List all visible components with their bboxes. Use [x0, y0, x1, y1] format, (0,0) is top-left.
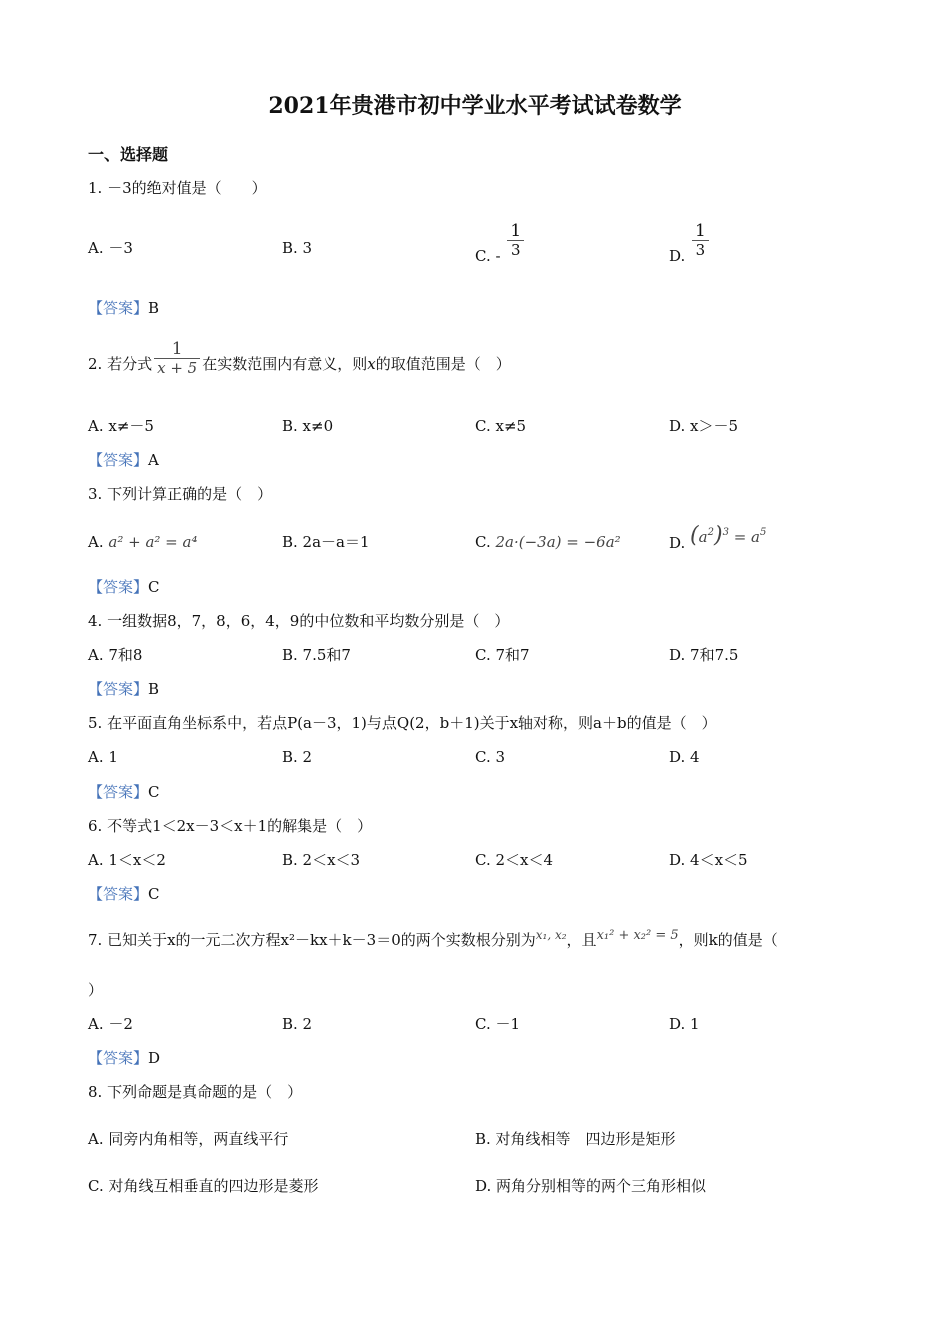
question-3-stem: 3. 下列计算正确的是（ ）	[88, 485, 273, 503]
question-2-stem: 2. 若分式 $\frac{1}{x + 5}$ 在实数范围内有意义，则x的取值范围是（ ）	[88, 339, 511, 377]
q6-option-b: B. 2＜x＜3	[282, 851, 361, 869]
q1-option-c: C. - $\frac{1}{3}$	[475, 222, 526, 259]
q7-condition: x₁² + x₂² = 5	[596, 928, 679, 943]
fraction-one-third: $\frac{1}{3}$	[692, 222, 709, 259]
section-heading: 一、选择题	[88, 145, 169, 164]
q3-option-a: A. a² + a² = a⁴	[88, 533, 198, 551]
q7-option-b: B. 2	[282, 1015, 313, 1033]
answer-3: 【答案】C	[88, 578, 160, 596]
q7-option-a: A. －2	[88, 1015, 133, 1033]
q7-option-c: C. －1	[475, 1015, 521, 1033]
question-5-stem: 5. 在平面直角坐标系中，若点P(a－3，1)与点Q(2，b＋1)关于x轴对称，则a＋b的值是（ ）	[88, 714, 717, 732]
question-1-stem: 1. －3的绝对值是（ ）	[88, 179, 267, 197]
fraction-one-third: $\frac{1}{3}$	[507, 222, 524, 259]
q2-option-b: B. x≠0	[282, 417, 334, 435]
q8-option-b: B. 对角线相等 四边形是矩形	[475, 1130, 676, 1148]
answer-1: 【答案】B	[88, 299, 160, 317]
answer-6: 【答案】C	[88, 885, 160, 903]
q5-option-d: D. 4	[669, 748, 700, 766]
q5-option-b: B. 2	[282, 748, 313, 766]
q2-option-d: D. x＞－5	[669, 417, 739, 435]
q2-option-a: A. x≠－5	[88, 417, 154, 435]
q3-option-b: B. 2a－a＝1	[282, 533, 370, 551]
q4-option-b: B. 7.5和7	[282, 646, 351, 664]
q8-option-c: C. 对角线互相垂直的四边形是菱形	[88, 1177, 319, 1195]
question-7-stem: 7. 已知关于x的一元二次方程x²－kx＋k－3＝0的两个实数根分别为$^{x_1, x_2}$，且x₁² + x₂² = 5，则k的值是（	[88, 928, 778, 949]
q1-option-b: B. 3	[282, 239, 313, 257]
q3-option-c: C. 2a·(−3a) = −6a²	[475, 533, 621, 551]
q7-option-d: D. 1	[669, 1015, 700, 1033]
answer-2: 【答案】A	[88, 451, 159, 469]
question-8-stem: 8. 下列命题是真命题的是（ ）	[88, 1083, 303, 1101]
q5-option-a: A. 1	[88, 748, 118, 766]
question-6-stem: 6. 不等式1＜2x－3＜x＋1的解集是（ ）	[88, 817, 373, 835]
fraction-one-over-x-plus-5: $\frac{1}{x + 5}$	[154, 340, 200, 377]
question-7-stem-continued: ）	[88, 981, 104, 999]
q7-roots: x₁, x₂	[535, 928, 567, 942]
q1-option-d: D. $\frac{1}{3}$	[669, 222, 711, 259]
q2-option-c: C. x≠5	[475, 417, 527, 435]
q6-option-a: A. 1＜x＜2	[88, 851, 166, 869]
question-4-stem: 4. 一组数据8，7，8，6，4，9的中位数和平均数分别是（ ）	[88, 612, 510, 630]
q6-option-d: D. 4＜x＜5	[669, 851, 748, 869]
answer-4: 【答案】B	[88, 680, 160, 698]
q3-option-d: D. $(a^2)^3 = a^5$	[669, 523, 767, 552]
q1-option-a: A. －3	[88, 239, 133, 257]
q8-option-d: D. 两角分别相等的两个三角形相似	[475, 1177, 707, 1195]
q4-option-d: D. 7和7.5	[669, 646, 739, 664]
answer-5: 【答案】C	[88, 783, 160, 801]
q8-option-a: A. 同旁内角相等，两直线平行	[88, 1130, 289, 1148]
q4-option-c: C. 7和7	[475, 646, 530, 664]
q6-option-c: C. 2＜x＜4	[475, 851, 554, 869]
page-title: 2021年贵港市初中学业水平考试试卷数学	[268, 93, 682, 119]
q4-option-a: A. 7和8	[88, 646, 143, 664]
q5-option-c: C. 3	[475, 748, 506, 766]
answer-7: 【答案】D	[88, 1049, 161, 1067]
